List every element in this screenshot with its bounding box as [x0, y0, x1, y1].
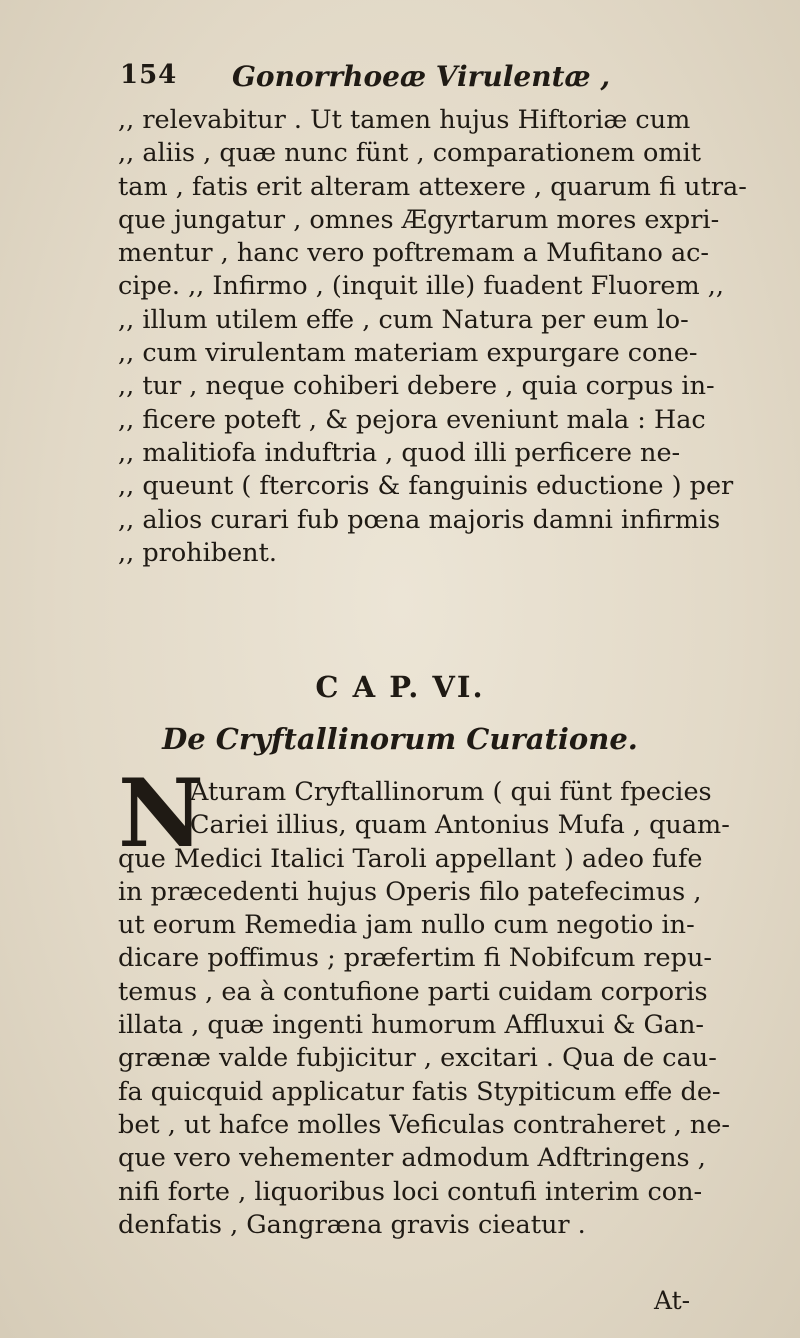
text-line: que vero vehementer admodum Adftringens , — [118, 1143, 706, 1174]
drop-cap: N — [118, 759, 204, 869]
page-number: 154 — [120, 60, 178, 90]
text-line: bet , ut hafce molles Veficulas contraheret , ne- — [118, 1109, 731, 1140]
text-line: ,, cum virulentam materiam expurgare cone- — [118, 338, 698, 369]
chapter-heading: C A P. VI. — [315, 670, 485, 704]
text-line: ut eorum Remedia jam nullo cum negotio in- — [118, 910, 695, 941]
text-line: ,, queunt ( ftercoris & fanguinis eductione ) per — [118, 471, 734, 502]
text-line: nifi forte , liquoribus loci contufi interim con- — [118, 1176, 703, 1207]
page-header — [120, 60, 720, 100]
text-line: denfatis , Gangræna gravis cieatur . — [118, 1209, 586, 1240]
text-line: temus , ea à contufione parti cuidam corporis — [118, 976, 708, 1007]
text-line: que Medici Italici Taroli appellant ) adeo fufe — [118, 843, 703, 874]
text-line: dicare poffimus ; præfertim fi Nobifcum repu- — [118, 943, 713, 974]
running-title: Gonorrhoeæ Virulentæ , — [232, 60, 611, 93]
text-line: in præcedenti hujus Operis filo patefecimus , — [118, 876, 702, 907]
text-line: Aturam Cryftallinorum ( qui fünt fpecies — [190, 777, 712, 807]
chapter-title: De Cryftallinorum Curatione. — [162, 722, 638, 756]
text-line: ,, ficere poteft , & pejora eveniunt mala : Hac — [118, 404, 706, 435]
chapter-paragraph — [118, 759, 758, 1242]
text-line: illata , quæ ingenti humorum Affluxui & Gan- — [118, 1010, 705, 1041]
text-line: tam , fatis erit alteram attexere , quarum fi utra- — [118, 171, 747, 202]
text-line: ,, tur , neque cohiberi debere , quia corpus in- — [118, 371, 715, 402]
text-line: ,, prohibent. — [118, 537, 277, 568]
catchword: At- — [654, 1286, 691, 1315]
text-line: cipe. ,, Infirmo , (inquit ille) fuadent Fluorem ,, — [118, 271, 724, 302]
paragraph-continuation — [118, 104, 758, 570]
text-line: fa quicquid applicatur fatis Stypiticum effe de- — [118, 1076, 721, 1107]
text-line: Cariei illius, quam Antonius Mufa , quam- — [190, 810, 730, 841]
text-line: ,, aliis , quæ nunc fünt , comparationem omit — [118, 138, 701, 169]
text-line: que jungatur , omnes Ægyrtarum mores expri- — [118, 204, 720, 235]
text-line: grænæ valde fubjicitur , excitari . Qua de cau- — [118, 1043, 717, 1074]
text-line: ,, illum utilem effe , cum Natura per eum lo- — [118, 304, 689, 335]
text-line: ,, relevabitur . Ut tamen hujus Hiftoriæ cum — [118, 105, 691, 135]
text-line: ,, alios curari fub pœna majoris damni infirmis — [118, 504, 721, 535]
text-line: mentur , hanc vero poftremam a Mufitano ac- — [118, 238, 710, 269]
text-line: ,, malitiofa induftria , quod illi perficere ne- — [118, 437, 681, 468]
